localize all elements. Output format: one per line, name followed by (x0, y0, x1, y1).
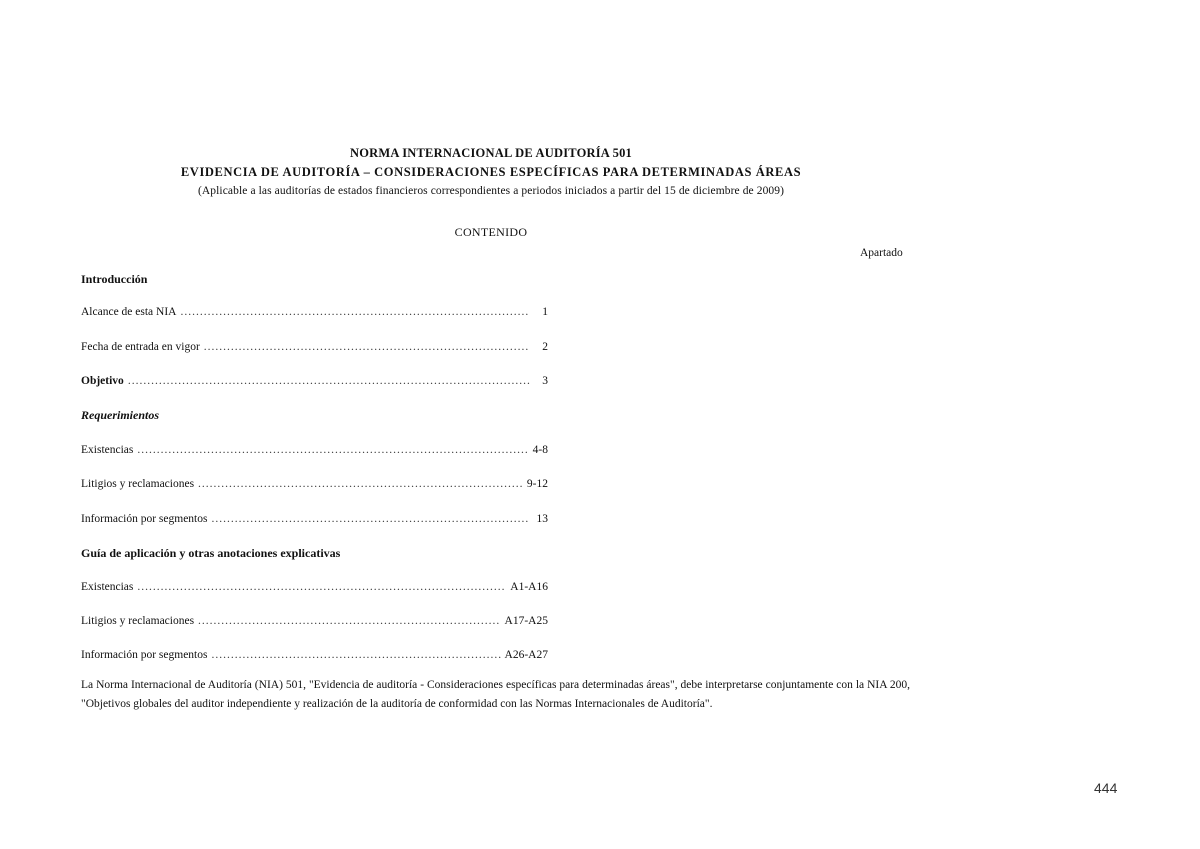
toc-ref: 4-8 (532, 444, 548, 456)
toc-ref: A26-A27 (504, 649, 548, 661)
toc-label: Objetivo (81, 375, 124, 387)
toc-ref: 3 (542, 375, 548, 387)
apartado-column-label: Apartado (860, 247, 903, 259)
toc-row (81, 306, 548, 318)
toc-label: Litigios y reclamaciones (81, 478, 195, 490)
section-heading-guia: Guía de aplicación y otras anotaciones explicativas (81, 546, 341, 560)
toc-label: Información por segmentos (81, 513, 208, 525)
toc-label: Información por segmentos (81, 649, 208, 661)
toc-row (81, 341, 548, 353)
section-heading-requerimientos: Requerimientos (81, 408, 160, 422)
toc-leader (198, 478, 523, 490)
toc-leader (204, 341, 530, 353)
section-heading-introduccion: Introducción (81, 272, 148, 286)
toc-row (81, 444, 548, 456)
toc-row (81, 478, 548, 490)
document-title: NORMA INTERNACIONAL DE AUDITORÍA 501 (349, 146, 632, 160)
toc-label: Existencias (81, 581, 134, 593)
toc-row-objetivo (81, 375, 548, 387)
contents-heading: CONTENIDO (454, 225, 528, 239)
toc-leader (211, 513, 530, 525)
toc-ref: A1-A16 (510, 581, 548, 593)
toc-label: Litigios y reclamaciones (81, 615, 195, 627)
toc-label: Fecha de entrada en vigor (81, 341, 200, 353)
toc-leader (128, 375, 530, 387)
toc-leader (137, 581, 506, 593)
page-number: 444 (1094, 780, 1118, 796)
toc-label: Existencias (81, 444, 134, 456)
toc-leader (137, 444, 528, 456)
toc-ref: 1 (542, 306, 548, 318)
toc-label: Alcance de esta NIA (81, 306, 177, 318)
document-subtitle-main: EVIDENCIA DE AUDITORÍA – CONSIDERACIONES ESPECÍFICAS PARA DETERMINADAS ÁREAS (180, 165, 802, 179)
toc-leader (198, 615, 501, 627)
toc-row (81, 615, 548, 627)
toc-leader (180, 306, 530, 318)
toc-ref: A17-A25 (504, 615, 548, 627)
toc-row (81, 513, 548, 525)
toc-leader (211, 649, 500, 661)
toc-ref: 9-12 (526, 478, 548, 490)
toc-ref: 13 (536, 513, 548, 525)
intro-paragraph: La Norma Internacional de Auditoría (NIA) 501, "Evidencia de auditoría - Consideraciones específicas para determinadas áreas", debe interpretarse conjuntamente con la NIA 200, "Objetivos globales del auditor independiente y realización de la auditoría de conformidad con las Normas Internacionales de Auditoría". (81, 679, 910, 710)
toc-row (81, 581, 548, 593)
applicability-note: (Aplicable a las auditorías de estados financieros correspondientes a periodos iniciados a partir del 15 de diciembre de 2009) (197, 185, 785, 197)
toc-row (81, 649, 548, 661)
toc-ref: 2 (542, 341, 548, 353)
